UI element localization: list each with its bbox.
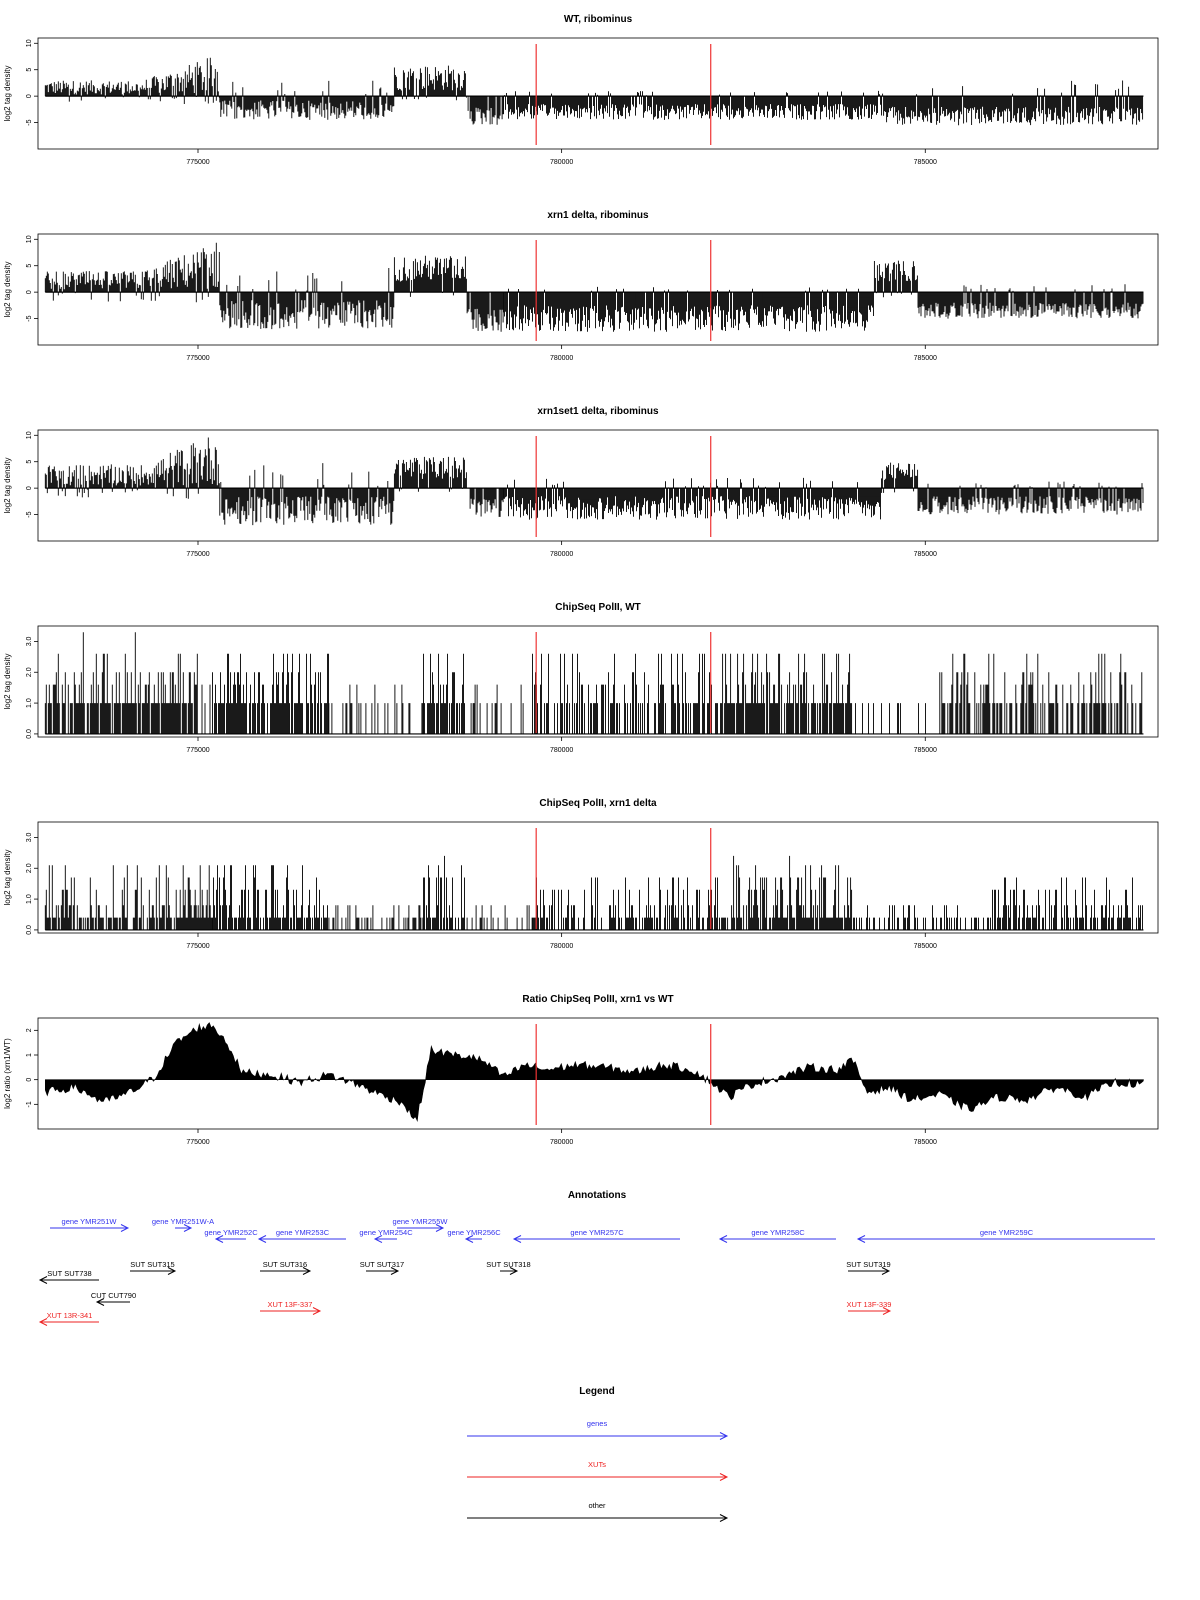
x-tick-label: 780000 [549, 551, 574, 558]
y-tick-label: 0 [26, 94, 33, 99]
y-axis-label: log2 ratio (xrn1/WT) [3, 1038, 12, 1109]
panel-title: ChipSeq PolII, xrn1 delta [539, 798, 657, 809]
y-tick-label: 10 [26, 39, 33, 48]
y-tick-label: 0 [26, 1077, 33, 1082]
density-bars [45, 58, 1142, 125]
y-tick-label: -5 [26, 315, 33, 322]
y-tick-label: 0 [26, 290, 33, 295]
y-tick-label: 2.0 [26, 667, 33, 678]
panel-5 [3, 798, 1158, 950]
density-bars [45, 243, 1143, 332]
legend-label: XUTs [588, 1460, 606, 1469]
panel-title: ChipSeq PolII, WT [555, 602, 641, 613]
x-tick-label: 775000 [186, 159, 210, 166]
annotation-label: SUT SUT315 [130, 1260, 175, 1269]
x-tick-label: 785000 [913, 551, 937, 558]
y-tick-label: 5 [26, 263, 33, 268]
legend-label: genes [586, 1419, 608, 1428]
panel-2 [3, 210, 1158, 362]
y-axis-label: log2 tag density [3, 261, 12, 318]
y-axis-label: log2 tag density [3, 65, 12, 122]
x-tick-label: 785000 [913, 747, 937, 754]
legend-arrow [467, 1474, 727, 1481]
annotation-label: SUT SUT317 [359, 1260, 405, 1269]
x-tick-label: 780000 [549, 747, 574, 754]
y-axis-label: log2 tag density [3, 457, 12, 514]
annotation-label: XUT 13F-339 [846, 1300, 892, 1309]
legend-label: other [588, 1501, 606, 1510]
x-tick-label: 775000 [186, 355, 210, 362]
annotation-label: gene YMR253C [275, 1228, 330, 1237]
annotation-label: SUT SUT316 [262, 1260, 308, 1269]
x-tick-label: 785000 [913, 943, 937, 950]
annotation-label: gene YMR257C [570, 1228, 624, 1237]
annotation-label: gene YMR251W-A [151, 1217, 215, 1226]
panel-3 [3, 406, 1158, 558]
x-tick-label: 780000 [549, 355, 574, 362]
x-tick-label: 785000 [913, 355, 937, 362]
x-tick-label: 780000 [549, 159, 574, 166]
annotation-label: SUT SUT319 [846, 1260, 891, 1269]
annotations-title: Annotations [567, 1190, 627, 1201]
annotation-label: gene YMR259C [979, 1228, 1034, 1237]
y-tick-label: 10 [26, 235, 33, 244]
legend-panel [467, 1386, 727, 1522]
y-tick-label: 2.0 [26, 863, 33, 874]
y-tick-label: 3.0 [26, 636, 33, 647]
legend-arrow [467, 1433, 727, 1440]
annotation-label: gene YMR254C [359, 1228, 413, 1237]
annotation-label: CUT CUT790 [90, 1291, 137, 1300]
y-tick-label: 1 [26, 1053, 33, 1057]
panel-title: Ratio ChipSeq PolII, xrn1 vs WT [522, 994, 674, 1005]
y-tick-label: 1.0 [26, 698, 33, 708]
y-tick-label: 2 [26, 1028, 33, 1033]
annotation-label: gene YMR256C [447, 1228, 501, 1237]
y-axis-label: log2 tag density [3, 653, 12, 710]
annotation-label: XUT 13R-341 [46, 1311, 93, 1320]
x-tick-label: 775000 [186, 747, 210, 754]
legend-title: Legend [579, 1386, 615, 1397]
annotation-label: SUT SUT738 [47, 1269, 92, 1278]
x-tick-label: 775000 [186, 551, 210, 558]
y-tick-label: 5 [26, 67, 33, 72]
panel-title: xrn1set1 delta, ribominus [537, 406, 659, 417]
y-tick-label: 0.0 [26, 729, 33, 739]
y-tick-label: 3.0 [26, 832, 33, 843]
x-tick-label: 775000 [186, 1139, 210, 1146]
density-bars [45, 856, 1142, 930]
y-tick-label: 5 [26, 459, 33, 464]
y-tick-label: 10 [26, 431, 33, 440]
x-tick-label: 785000 [913, 159, 937, 166]
chart-panels [3, 14, 1158, 1146]
annotation-label: SUT SUT318 [486, 1260, 531, 1269]
annotation-label: XUT 13F-337 [267, 1300, 313, 1309]
x-tick-label: 785000 [913, 1139, 937, 1146]
density-bars [45, 632, 1142, 734]
x-tick-label: 780000 [549, 1139, 574, 1146]
panel-6 [3, 994, 1158, 1146]
y-tick-label: -5 [26, 119, 33, 126]
density-bars [45, 438, 1143, 526]
y-tick-label: -1 [26, 1101, 33, 1108]
y-axis-label: log2 tag density [3, 849, 12, 906]
y-tick-label: 0 [26, 486, 33, 491]
legend-arrow [467, 1515, 727, 1522]
y-tick-label: -5 [26, 511, 33, 518]
panel-1 [3, 14, 1158, 166]
ratio-area [45, 1023, 1143, 1121]
annotations-panel [40, 1190, 1155, 1326]
y-tick-label: 0.0 [26, 925, 33, 935]
annotation-label: gene YMR251W [61, 1217, 117, 1226]
panel-title: WT, ribominus [563, 14, 633, 25]
annotation-label: gene YMR255W [392, 1217, 448, 1226]
y-tick-label: 1.0 [26, 894, 33, 904]
annotation-label: gene YMR252C [204, 1228, 258, 1237]
panel-title: xrn1 delta, ribominus [547, 210, 649, 221]
panel-4 [3, 602, 1158, 754]
x-tick-label: 780000 [549, 943, 574, 950]
annotation-label: gene YMR258C [751, 1228, 805, 1237]
x-tick-label: 775000 [186, 943, 210, 950]
